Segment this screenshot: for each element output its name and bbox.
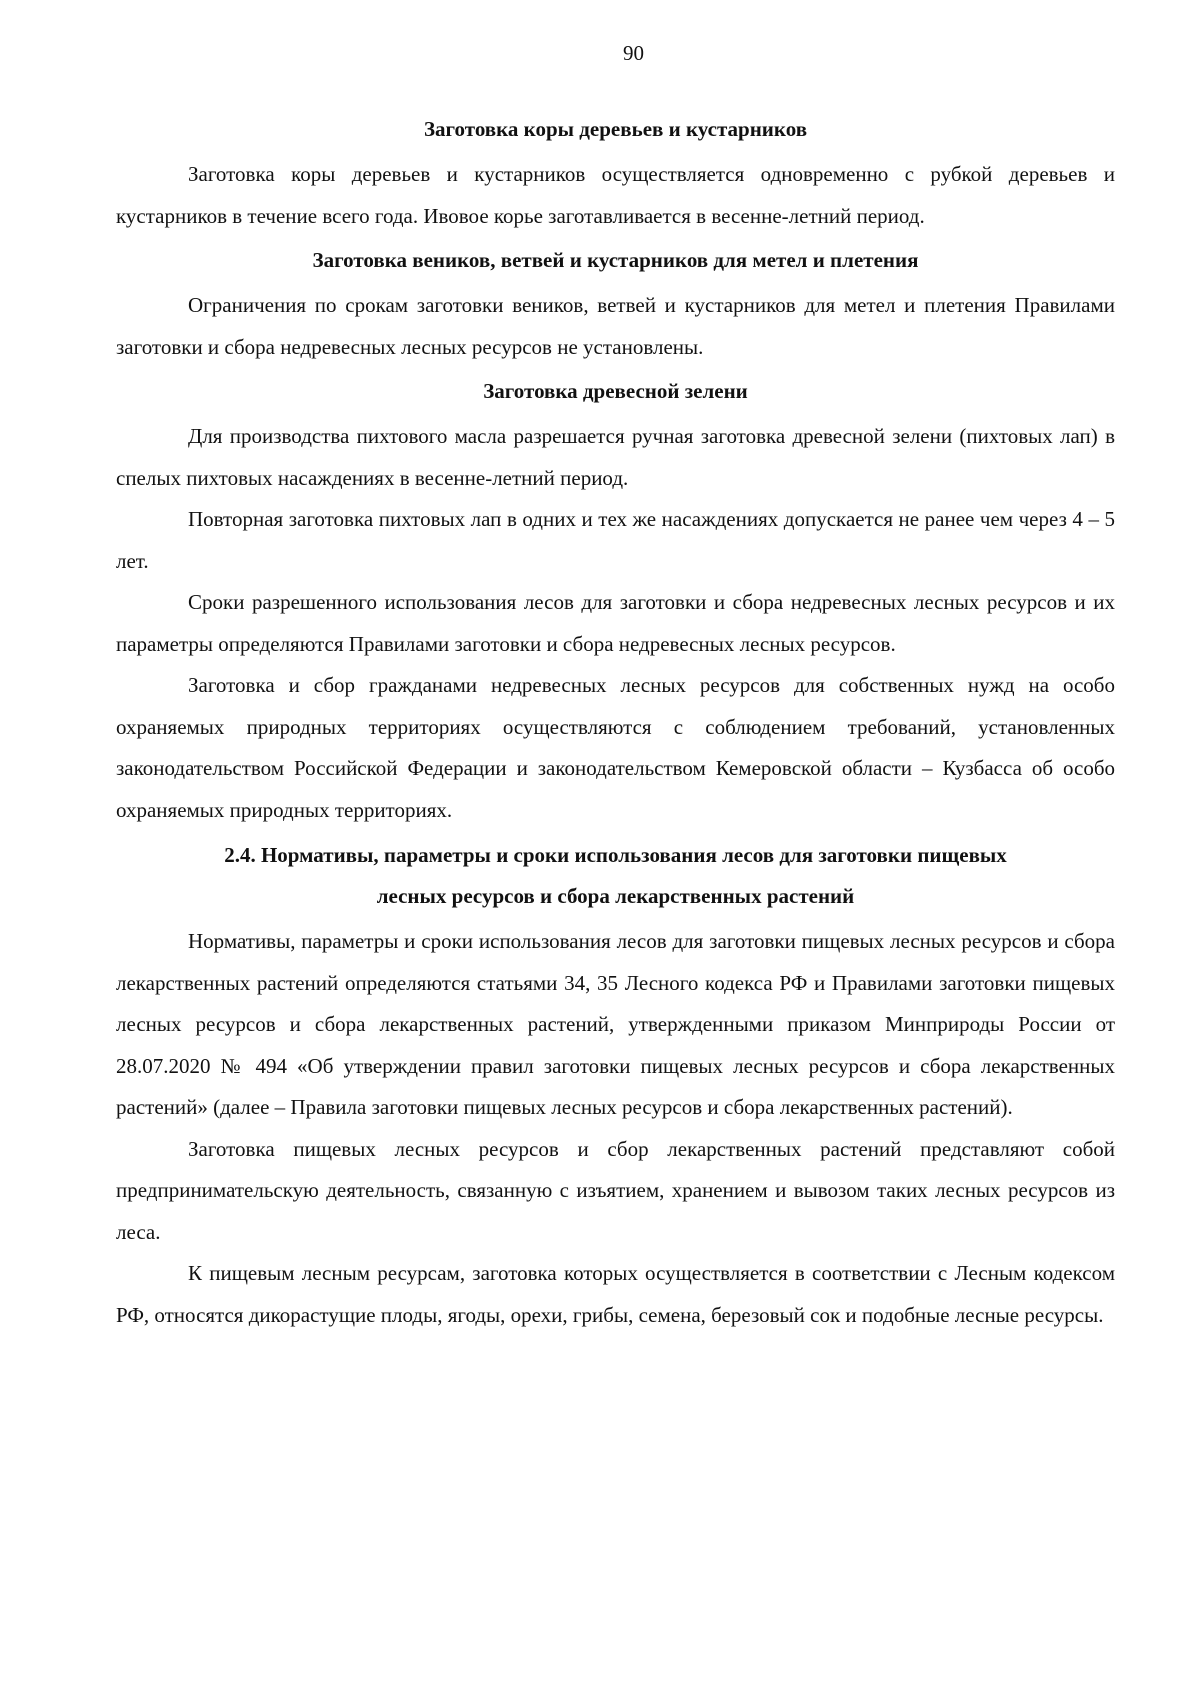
heading-tree-greenery: Заготовка древесной зелени: [483, 379, 748, 403]
paragraph-permitted-terms: Сроки разрешенного использования лесов для заготовки и сбора недревесных лесных ресурсов и их параметры определяются Правилами заготовки и сбора недревесных лесных ресурсов.: [116, 590, 1115, 656]
paragraph-fir-oil: Для производства пихтового масла разрешается ручная заготовка древесной зелени (пихтовых лап) в спелых пихтовых насаждениях в весенне-летний период.: [116, 424, 1115, 490]
paragraph-food-resources: К пищевым лесным ресурсам, заготовка которых осуществляется в соответствии с Лесным кодексом РФ, относятся дикорастущие плоды, ягоды, орехи, грибы, семена, березовый сок и подобные лесные ресурсы.: [116, 1261, 1115, 1327]
paragraph-repeated-harvest: Повторная заготовка пихтовых лап в одних и тех же насаждениях допускается не ранее чем через 4 – 5 лет.: [116, 507, 1115, 573]
paragraph-business-activity: Заготовка пищевых лесных ресурсов и сбор лекарственных растений представляют собой предпринимательскую деятельность, связанную с изъятием, хранением и вывозом таких лесных ресурсов из леса.: [116, 1136, 1115, 1244]
section-heading-line-2: лесных ресурсов и сбора лекарственных растений: [376, 884, 855, 908]
paragraph-bark-harvesting: Заготовка коры деревьев и кустарников осуществляется одновременно с рубкой деревьев и кустарников в течение всего года. Ивовое корье заготавливается в весенне-летний период.: [116, 162, 1115, 228]
section-heading-2-4: [116, 835, 1115, 917]
page-number: 90: [623, 41, 644, 65]
paragraph-norms-parameters: Нормативы, параметры и сроки использования лесов для заготовки пищевых лесных ресурсов и сбора лекарственных растений определяются статьями 34, 35 Лесного кодекса РФ и Правилами заготовки пищевых лесных ресурсов и сбора лекарственных растений, утвержденными приказом Минприроды России от 28.07.2020 № 494 «Об утверждении правил заготовки пищевых лесных ресурсов и сбора лекарственных растений» (далее – Правила заготовки пищевых лесных ресурсов и сбора лекарственных растений).: [116, 929, 1115, 1119]
paragraph-brooms-branches: Ограничения по срокам заготовки веников, ветвей и кустарников для метел и плетения Правилами заготовки и сбора недревесных лесных ресурсов не установлены.: [116, 293, 1115, 359]
heading-bark-harvesting: Заготовка коры деревьев и кустарников: [423, 117, 808, 141]
paragraph-protected-areas: Заготовка и сбор гражданами недревесных лесных ресурсов для собственных нужд на особо охраняемых природных территориях осуществляются с соблюдением требований, установленных законодательством Российской Федерации и законодательством Кемеровской области – Кузбасса об особо охраняемых природных территориях.: [116, 673, 1115, 822]
section-heading-line-1: 2.4. Нормативы, параметры и сроки использования лесов для заготовки пищевых: [224, 843, 1007, 867]
heading-brooms-branches: Заготовка веников, ветвей и кустарников для метел и плетения: [312, 248, 919, 272]
